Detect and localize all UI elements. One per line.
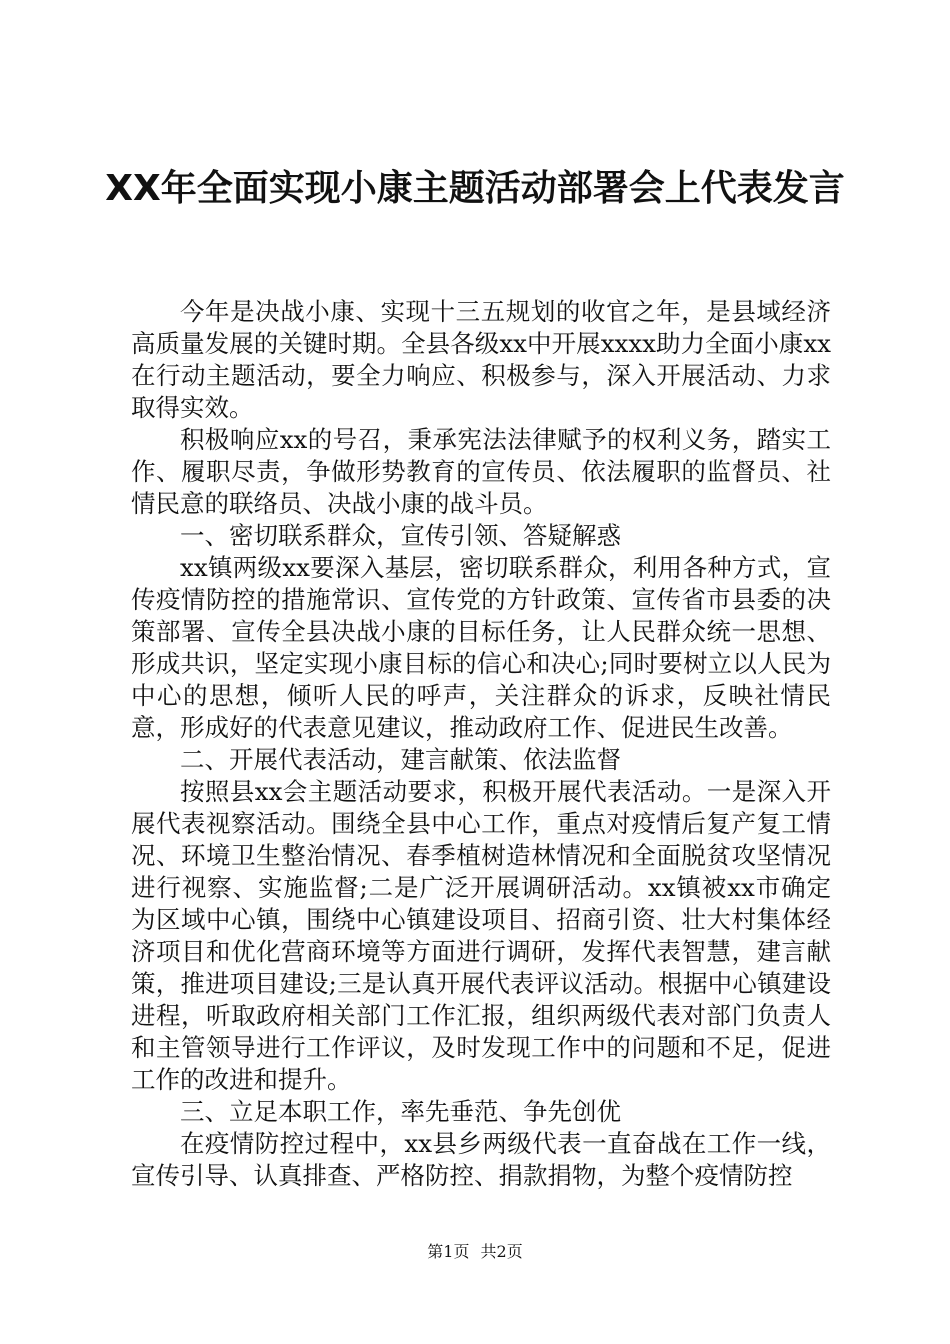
document-body bbox=[131, 296, 831, 1192]
page-footer bbox=[0, 1242, 950, 1262]
paragraph-section-1: xx镇两级xx要深入基层，密切联系群众，利用各种方式，宣传疫情防控的措施常识、宣传党的方针政策、宣传省市县委的决策部署、宣传全县决战小康的目标任务，让人民群众统一思想、形成共识，坚定实现小康目标的信心和决心;同时要树立以人民为中心的思想，倾听人民的呼声，关注群众的诉求，反映社情民意，形成好的代表意见建议，推动政府工作、促进民生改善。 bbox=[131, 553, 831, 742]
section-heading-2: 二、开展代表活动，建言献策、依法监督 bbox=[180, 745, 621, 774]
paragraph-section-2: 按照县xx会主题活动要求，积极开展代表活动。一是深入开展代表视察活动。围绕全县中心工作，重点对疫情后复产复工情况、环境卫生整治情况、春季植树造林情况和全面脱贫攻坚情况进行视察、实施监督;二是广泛开展调研活动。xx镇被xx市确定为区域中心镇，围绕中心镇建设项目、招商引资、壮大村集体经济项目和优化营商环境等方面进行调研，发挥代表智慧，建言献策，推进项目建设;三是认真开展代表评议活动。根据中心镇建设进程，听取政府相关部门工作汇报，组织两级代表对部门负责人和主管领导进行工作评议，及时发现工作中的问题和不足，促进工作的改进和提升。 bbox=[131, 777, 831, 1094]
page-total: 共2页 bbox=[480, 1242, 523, 1261]
document-title: XX年全面实现小康主题活动部署会上代表发言 bbox=[105, 168, 845, 209]
section-heading-1: 一、密切联系群众，宣传引领、答疑解惑 bbox=[180, 521, 621, 550]
paragraph-intro: 今年是决战小康、实现十三五规划的收官之年，是县域经济高质量发展的关键时期。全县各级xx中开展xxxx助力全面小康xx在行动主题活动，要全力响应、积极参与，深入开展活动、力求取得实效。 bbox=[131, 297, 831, 422]
paragraph-response: 积极响应xx的号召，秉承宪法法律赋予的权利义务，踏实工作、履职尽责，争做形势教育的宣传员、依法履职的监督员、社情民意的联络员、决战小康的战斗员。 bbox=[131, 425, 831, 518]
page-number: 第1页 bbox=[427, 1242, 470, 1261]
section-heading-3: 三、立足本职工作，率先垂范、争先创优 bbox=[180, 1097, 621, 1126]
paragraph-section-3: 在疫情防控过程中，xx县乡两级代表一直奋战在工作一线，宣传引导、认真排查、严格防控、捐款捐物，为整个疫情防控 bbox=[131, 1129, 831, 1190]
